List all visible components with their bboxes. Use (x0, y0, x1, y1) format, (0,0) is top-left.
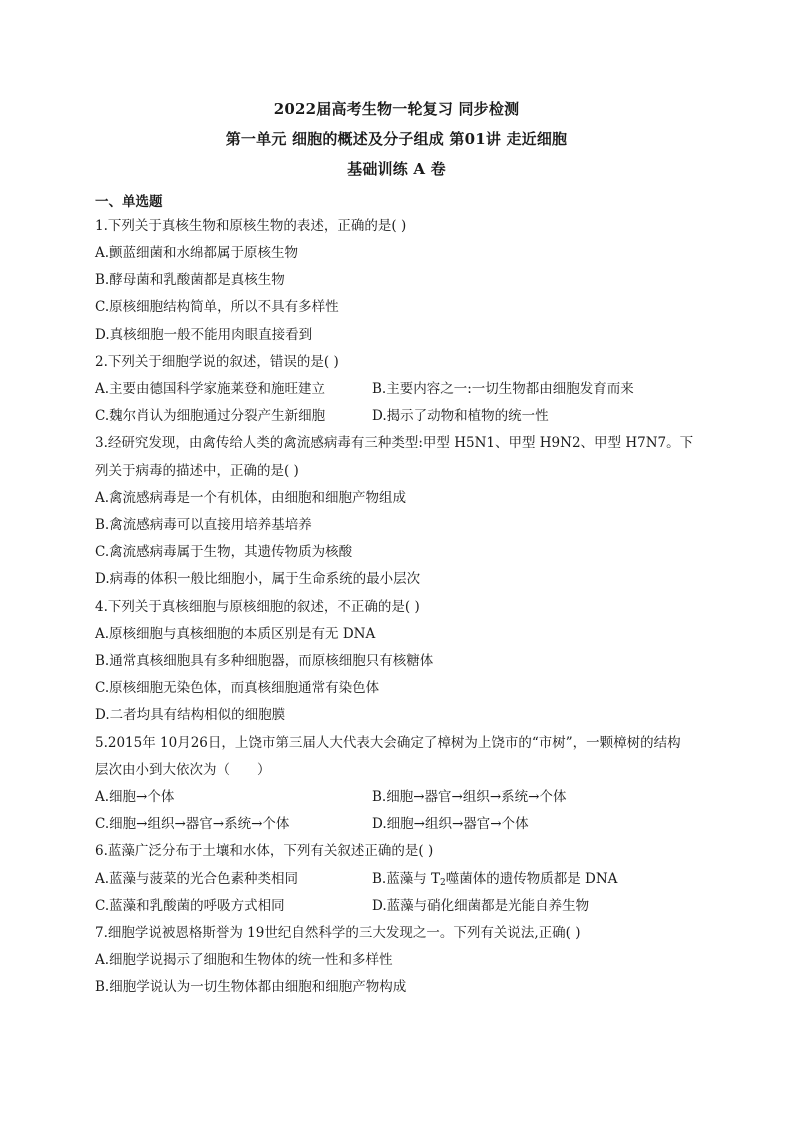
option-b (372, 870, 617, 892)
document-title: 2022届高考生物一轮复习 同步检测 (273, 100, 520, 118)
option-a: A.细胞→个体 (95, 789, 175, 805)
option-a: A.原核细胞与真核细胞的本质区别是有无 DNA (95, 626, 376, 642)
option-b: B.细胞→器官→组织→系统→个体 (372, 789, 567, 805)
option-a: A.细胞学说揭示了细胞和生物体的统一性和多样性 (95, 952, 393, 968)
option-d: D.揭示了动物和植物的统一性 (372, 408, 549, 424)
option-d: D.蓝藻与硝化细菌都是光能自养生物 (372, 898, 590, 914)
option-c: C.原核细胞无染色体，而真核细胞通常有染色体 (95, 680, 380, 696)
question-stem-continued: 列关于病毒的描述中，正确的是( ) (95, 463, 299, 479)
option-b: B.通常真核细胞具有多种细胞器，而原核细胞只有核糖体 (95, 653, 434, 669)
question-stem: 3.经研究发现，由禽传给人类的禽流感病毒有三种类型:甲型 H5N1、甲型 H9N2、甲型 H7N7。下 (95, 435, 694, 451)
option-d: D.细胞→组织→器官→个体 (372, 816, 529, 832)
question-stem: 6.蓝藻广泛分布于土壤和水体，下列有关叙述正确的是( ) (95, 843, 434, 859)
subscript: 2 (440, 878, 446, 888)
option-b: B.细胞学说认为一切生物体都由细胞和细胞产物构成 (95, 979, 407, 995)
option-a: A.蓝藻与菠菜的光合色素种类相同 (95, 871, 299, 887)
option-c: C.蓝藻和乳酸菌的呼吸方式相同 (95, 898, 285, 914)
option-a: A.主要由德国科学家施莱登和施旺建立 (95, 381, 326, 397)
question-stem: 2.下列关于细胞学说的叙述，错误的是( ) (95, 354, 339, 370)
option-c: C.细胞→组织→器官→系统→个体 (95, 816, 290, 832)
question-stem: 4.下列关于真核细胞与原核细胞的叙述，不正确的是( ) (95, 599, 420, 615)
question-stem: 7.细胞学说被恩格斯誉为 19世纪自然科学的三大发现之一。下列有关说法,正确( ) (95, 925, 581, 941)
document-subtitle: 第一单元 细胞的概述及分子组成 第01讲 走近细胞 (225, 130, 568, 148)
volume-label: 基础训练 A 卷 (347, 160, 446, 178)
option-a: A.禽流感病毒是一个有机体，由细胞和细胞产物组成 (95, 490, 407, 506)
option-b-text-rest: 噬菌体的遗传物质都是 DNA (445, 871, 618, 887)
question-stem-continued: 层次由小到大依次为（ ） (95, 762, 271, 778)
option-b-text: B.蓝藻与 T (372, 871, 441, 887)
option-b: B.酵母菌和乳酸菌都是真核生物 (95, 272, 285, 288)
option-b: B.主要内容之一:一切生物都由细胞发育而来 (372, 381, 634, 397)
option-c: C.原核细胞结构简单，所以不具有多样性 (95, 299, 339, 315)
option-a: A.颤蓝细菌和水绵都属于原核生物 (95, 245, 299, 261)
option-d: D.病毒的体积一般比细胞小，属于生命系统的最小层次 (95, 571, 421, 587)
option-c: C.禽流感病毒属于生物，其遗传物质为核酸 (95, 544, 353, 560)
option-b: B.禽流感病毒可以直接用培养基培养 (95, 517, 312, 533)
question-stem: 5.2015年 10月26日，上饶市第三届人大代表大会确定了樟树为上饶市的“市树”，一颗樟树的结构 (95, 735, 681, 751)
question-stem: 1.下列关于真核生物和原核生物的表述，正确的是( ) (95, 218, 407, 234)
option-c: C.魏尔肖认为细胞通过分裂产生新细胞 (95, 408, 326, 424)
section-heading: 一、单选题 (95, 194, 163, 210)
option-d: D.二者均具有结构相似的细胞膜 (95, 707, 286, 723)
option-d: D.真核细胞一般不能用肉眼直接看到 (95, 327, 313, 343)
